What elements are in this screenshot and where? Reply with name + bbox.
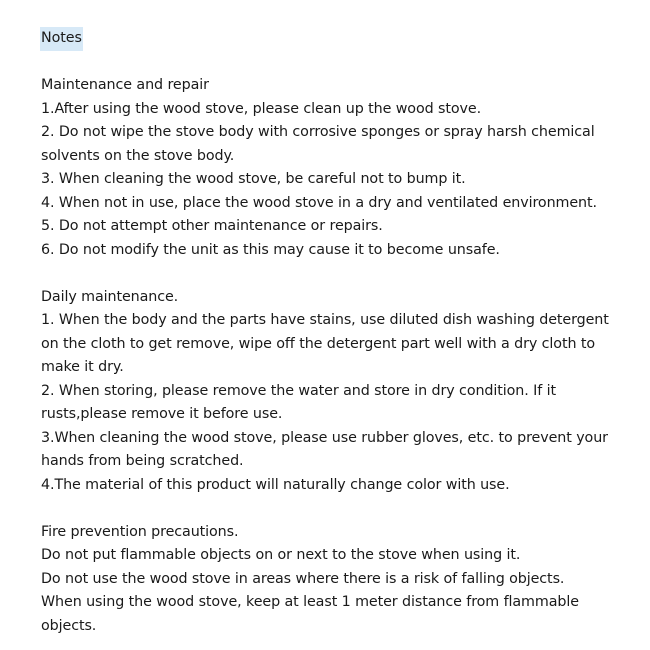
maintenance-line: 5. Do not attempt other maintenance or repairs. <box>41 218 383 234</box>
fire-line: objects. <box>41 617 97 634</box>
fire-line: Do not put flammable objects on or next to the stove when using it. <box>41 547 521 563</box>
daily-line: 4.The material of this product will naturally change color with use. <box>41 476 510 493</box>
maintenance-line: 2. Do not wipe the stove body with corrosive sponges or spray harsh chemical <box>41 124 595 140</box>
daily-line: hands from being scratched. <box>41 453 244 469</box>
daily-heading: Daily maintenance. <box>41 288 179 305</box>
maintenance-line: 3. When cleaning the wood stove, be careful not to bump it. <box>41 171 466 187</box>
spacer <box>41 51 641 75</box>
maintenance-line: 1.After using the wood stove, please clean up the wood stove. <box>41 100 482 117</box>
daily-line: 1. When the body and the parts have stains, use diluted dish washing detergent <box>41 312 609 328</box>
daily-line: 2. When storing, please remove the water and store in dry condition. If it <box>41 382 557 399</box>
spacer <box>41 262 641 286</box>
maintenance-line: 6. Do not modify the unit as this may cause it to become unsafe. <box>41 241 500 258</box>
maintenance-line: solvents on the stove body. <box>41 147 235 164</box>
maintenance-line: 4. When not in use, place the wood stove in a dry and ventilated environment. <box>41 194 597 211</box>
notes-document <box>41 27 641 638</box>
fire-heading: Fire prevention precautions. <box>41 523 239 540</box>
daily-line: on the cloth to get remove, wipe off the detergent part well with a dry cloth to <box>41 335 596 352</box>
daily-line: 3.When cleaning the wood stove, please use rubber gloves, etc. to prevent your <box>41 429 608 446</box>
spacer <box>41 497 641 521</box>
maintenance-heading: Maintenance and repair <box>41 77 209 93</box>
fire-line: Do not use the wood stove in areas where there is a risk of falling objects. <box>41 570 565 587</box>
notes-title: Notes <box>40 27 83 51</box>
fire-line: When using the wood stove, keep at least 1 meter distance from flammable <box>41 594 579 610</box>
notes-title-line <box>41 27 641 51</box>
daily-line: rusts,please remove it before use. <box>41 406 283 422</box>
daily-line: make it dry. <box>41 359 124 375</box>
